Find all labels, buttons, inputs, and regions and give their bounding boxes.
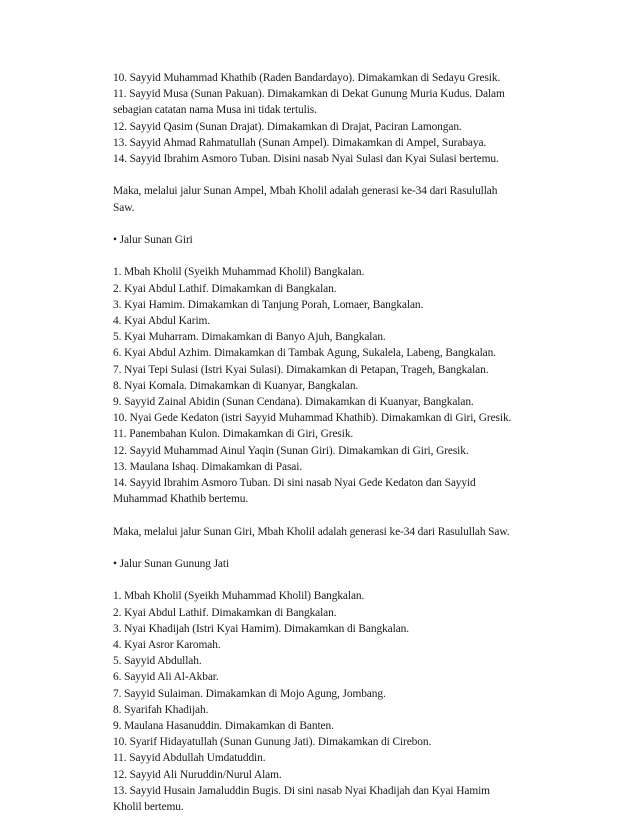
paragraph-gap [113,540,583,556]
lineage-item: 14. Sayyid Ibrahim Asmoro Tuban. Di sini nasab Nyai Gede Kedaton dan Sayyid [113,477,476,490]
conclusion-sunan-ampel [113,183,583,215]
paragraph-gap [113,507,583,523]
lineage-item: 11. Panembahan Kulon. Dimakamkan di Giri, Gresik. [113,428,354,441]
paragraph-gap [113,216,583,232]
lineage-item: 8. Syarifah Khadijah. [113,703,209,716]
lineage-item: 4. Kyai Abdul Karim. [113,315,211,327]
lineage-item: 1. Mbah Kholil (Syeikh Muhammad Kholil) Bangkalan. [113,590,365,603]
section-heading-sunan-gunung-jati: • Jalur Sunan Gunung Jati [113,558,230,571]
lineage-item: 8. Nyai Komala. Dimakamkan di Kuanyar, Bangkalan. [113,379,359,392]
lineage-item: 5. Sayyid Abdullah. [113,655,202,668]
section-heading-sunan-giri: • Jalur Sunan Giri [113,234,193,246]
conclusion-sunan-giri [113,524,583,540]
lineage-item: 12. Sayyid Muhammad Ainul Yaqin (Sunan Giri). Dimakamkan di Giri, Gresik. [113,444,469,457]
section-sunan-giri [113,264,583,507]
lineage-item: 12. Sayyid Qasim (Sunan Drajat). Dimakamkan di Drajat, Paciran Lamongan. [113,120,462,133]
lineage-item: 10. Syarif Hidayatullah (Sunan Gunung Jati). Dimakamkan di Cirebon. [113,736,432,749]
conclusion-text: Saw. [113,201,135,214]
lineage-item: 2. Kyai Abdul Lathif. Dimakamkan di Bangkalan. [113,606,337,619]
lineage-item: 6. Sayyid Ali Al-Akbar. [113,671,219,684]
document-page [113,70,583,815]
lineage-item: 1. Mbah Kholil (Syeikh Muhammad Kholil) Bangkalan. [113,266,365,279]
lineage-item: 12. Sayyid Ali Nuruddin/Nurul Alam. [113,768,282,781]
lineage-item: 2. Kyai Abdul Lathif. Dimakamkan di Bangkalan. [113,282,337,295]
lineage-item: 14. Sayyid Ibrahim Asmoro Tuban. Disini nasab Nyai Sulasi dan Kyai Sulasi bertemu. [113,153,499,166]
lineage-item: 3. Nyai Khadijah (Istri Kyai Hamim). Dimakamkan di Bangkalan. [113,622,409,635]
lineage-item: 13. Sayyid Husain Jamaluddin Bugis. Di sini nasab Nyai Khadijah dan Kyai Hamim [113,784,490,797]
lineage-item: 10. Nyai Gede Kedaton (istri Sayyid Muhammad Khathib). Dimakamkan di Giri, Gresik. [113,412,512,425]
paragraph-gap [113,167,583,183]
lineage-item: 5. Kyai Muharram. Dimakamkan di Banyo Ajuh, Bangkalan. [113,331,386,344]
conclusion-text: Maka, melalui jalur Sunan Ampel, Mbah Kholil adalah generasi ke-34 dari Rasulullah [113,185,498,198]
conclusion-text: Maka, melalui jalur Sunan Giri, Mbah Kholil adalah generasi ke-34 dari Rasulullah Saw. [113,525,510,538]
lineage-item: 4. Kyai Asror Karomah. [113,639,221,652]
lineage-item: 11. Sayyid Abdullah Umdatuddin. [113,752,266,765]
lineage-item: 13. Maulana Ishaq. Dimakamkan di Pasai. [113,460,303,473]
lineage-item: 3. Kyai Hamim. Dimakamkan di Tanjung Porah, Lomaer, Bangkalan. [113,298,424,311]
lineage-item-continuation: Kholil bertemu. [113,801,184,814]
lineage-item: 7. Nyai Tepi Sulasi (Istri Kyai Sulasi). Dimakamkan di Petapan, Trageh, Bangkalan. [113,363,489,376]
lineage-item-continuation: sebagian catatan nama Musa ini tidak tertulis. [113,104,317,117]
lineage-item: 7. Sayyid Sulaiman. Dimakamkan di Mojo Agung, Jombang. [113,687,386,700]
paragraph-gap [113,572,583,588]
lineage-item: 9. Maulana Hasanuddin. Dimakamkan di Banten. [113,720,334,733]
section-sunan-gunung-jati [113,588,583,815]
lineage-item: 11. Sayyid Musa (Sunan Pakuan). Dimakamkan di Dekat Gunung Muria Kudus. Dalam [113,88,505,101]
lineage-item-continuation: Muhammad Khathib bertemu. [113,493,249,506]
lineage-item: 13. Sayyid Ahmad Rahmatullah (Sunan Ampel). Dimakamkan di Ampel, Surabaya. [113,136,487,149]
lineage-item: 6. Kyai Abdul Azhim. Dimakamkan di Tambak Agung, Sukalela, Labeng, Bangkalan. [113,347,496,360]
lineage-item: 10. Sayyid Muhammad Khathib (Raden Bandardayo). Dimakamkan di Sedayu Gresik. [113,72,501,84]
lineage-item: 9. Sayyid Zainal Abidin (Sunan Cendana). Dimakamkan di Kuanyar, Bangkalan. [113,396,474,409]
section-sunan-ampel-tail [113,70,583,167]
paragraph-gap [113,248,583,264]
